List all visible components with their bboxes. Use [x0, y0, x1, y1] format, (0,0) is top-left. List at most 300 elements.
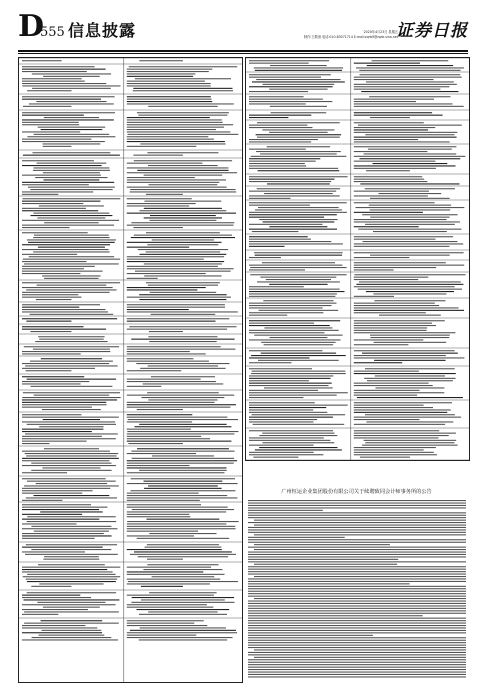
text-line — [33, 152, 111, 153]
text-line — [354, 86, 450, 87]
text-line — [22, 538, 95, 539]
text-line — [137, 112, 229, 113]
text-line — [29, 103, 114, 104]
text-line — [148, 611, 217, 612]
text-line — [127, 358, 194, 359]
text-line — [363, 241, 458, 242]
text-line — [249, 224, 323, 225]
text-line — [127, 381, 216, 382]
text-line — [249, 125, 307, 126]
text-line — [22, 402, 106, 403]
text-line — [127, 289, 198, 290]
text-line — [249, 179, 335, 180]
text-line — [22, 414, 82, 415]
text-line — [25, 554, 118, 555]
text-line — [128, 443, 183, 444]
notice-text-line — [248, 669, 466, 670]
text-line — [365, 224, 455, 225]
text-line — [37, 602, 105, 603]
notice-text-line — [248, 601, 466, 602]
text-line — [127, 167, 229, 168]
text-line — [249, 440, 330, 441]
text-line — [150, 220, 217, 221]
text-line — [22, 273, 80, 274]
text-line — [127, 531, 198, 532]
text-line — [364, 440, 457, 441]
text-line — [26, 321, 71, 322]
text-line — [147, 564, 218, 565]
text-line — [354, 151, 428, 152]
text-line — [22, 182, 114, 183]
text-line — [249, 330, 339, 331]
text-line — [249, 101, 332, 102]
text-line — [22, 112, 115, 113]
text-line — [27, 239, 116, 240]
text-line — [249, 181, 331, 182]
text-line — [147, 544, 219, 545]
text-line — [359, 281, 461, 282]
text-line — [127, 483, 238, 484]
text-line — [249, 385, 329, 386]
text-line — [28, 187, 115, 188]
text-line — [22, 443, 50, 444]
text-line — [354, 84, 457, 85]
text-line — [22, 604, 116, 605]
text-line — [354, 122, 424, 123]
notice-text-line — [248, 672, 466, 673]
text-line — [127, 101, 212, 102]
text-line — [354, 226, 419, 227]
text-line — [354, 79, 434, 80]
text-line — [249, 293, 337, 294]
text-line — [127, 69, 213, 70]
text-line — [135, 426, 232, 427]
text-line — [30, 361, 113, 362]
text-line — [145, 547, 222, 548]
text-line — [249, 405, 348, 406]
text-line — [127, 528, 236, 529]
text-line — [137, 538, 230, 539]
text-line — [249, 161, 316, 162]
text-line — [354, 390, 420, 391]
text-line — [249, 229, 337, 230]
text-line — [22, 639, 118, 640]
text-line — [127, 122, 223, 123]
text-line — [367, 65, 453, 66]
text-line — [354, 236, 453, 237]
text-line — [22, 194, 58, 195]
text-line — [127, 453, 196, 454]
text-line — [249, 380, 309, 381]
text-line — [22, 397, 120, 398]
text-line — [22, 131, 80, 132]
text-line — [249, 217, 324, 218]
notice-text-line — [248, 640, 466, 641]
text-line — [354, 262, 446, 263]
text-line — [22, 208, 86, 209]
text-line — [249, 412, 327, 413]
text-line — [354, 112, 432, 113]
text-line — [22, 514, 82, 515]
text-line — [127, 429, 191, 430]
text-line — [41, 358, 102, 359]
text-line — [22, 227, 70, 228]
text-line — [22, 490, 93, 491]
text-line — [267, 183, 330, 184]
text-line — [129, 66, 238, 67]
text-line — [127, 623, 195, 624]
text-line — [262, 129, 334, 130]
text-line — [354, 419, 420, 420]
text-line — [25, 365, 117, 366]
text-line — [249, 149, 306, 150]
text-line — [254, 335, 342, 336]
notice-text-line — [248, 556, 466, 557]
text-line — [36, 101, 106, 102]
text-line — [147, 244, 218, 245]
text-line — [376, 387, 445, 388]
text-line — [127, 516, 191, 517]
text-line — [22, 571, 113, 572]
text-line — [132, 597, 234, 598]
text-line — [354, 212, 423, 213]
text-line — [379, 315, 441, 316]
text-line — [257, 188, 340, 189]
notice-text-line — [248, 642, 466, 643]
text-line — [41, 129, 103, 130]
text-line — [128, 134, 239, 135]
text-line — [354, 327, 427, 328]
text-line — [22, 225, 114, 226]
text-line — [22, 441, 87, 442]
notice-text-line — [248, 542, 466, 543]
text-line — [127, 96, 211, 97]
text-line — [147, 152, 218, 153]
text-line — [249, 168, 338, 169]
text-line — [22, 458, 119, 459]
notice-text-line — [248, 537, 345, 538]
text-line — [22, 115, 84, 116]
text-line — [251, 373, 346, 374]
text-line — [134, 160, 232, 161]
notice-text-line — [248, 552, 466, 553]
text-line — [258, 170, 340, 171]
text-line — [131, 222, 234, 223]
notice-text-line — [248, 532, 466, 533]
text-line — [127, 318, 230, 319]
text-line — [22, 122, 79, 123]
notice-text-line — [248, 547, 466, 548]
text-line — [22, 465, 116, 466]
notice-text-line — [248, 652, 466, 653]
text-line — [360, 457, 410, 458]
text-line — [143, 383, 224, 384]
text-line — [22, 71, 87, 72]
text-line — [22, 493, 82, 494]
text-line — [269, 226, 327, 227]
text-line — [354, 239, 436, 240]
text-line — [127, 571, 204, 572]
text-line — [38, 127, 106, 128]
text-line — [127, 417, 228, 418]
text-line — [38, 336, 104, 337]
text-line — [249, 212, 347, 213]
text-line — [354, 129, 428, 130]
text-line — [127, 604, 207, 605]
text-line — [22, 160, 94, 161]
text-line — [249, 390, 318, 391]
text-line — [366, 291, 454, 292]
text-line — [127, 463, 234, 464]
text-line — [27, 136, 115, 137]
text-line — [354, 323, 432, 324]
text-line — [33, 251, 109, 252]
text-line — [130, 554, 236, 555]
text-line — [249, 265, 342, 266]
text-line — [141, 599, 225, 600]
text-line — [148, 485, 218, 486]
text-line — [22, 363, 109, 364]
left-disclosure-table — [18, 57, 243, 683]
text-line — [354, 257, 410, 258]
notice-text-line — [254, 598, 466, 599]
text-line — [257, 122, 340, 123]
text-line — [23, 392, 120, 393]
text-line — [249, 198, 291, 199]
text-line — [27, 481, 116, 482]
notice-text-line — [248, 527, 466, 528]
text-line — [356, 207, 465, 208]
text-line — [354, 265, 464, 266]
text-line — [249, 257, 281, 258]
text-line — [26, 579, 117, 580]
text-line — [139, 294, 227, 295]
text-line — [22, 292, 110, 293]
text-line — [354, 362, 402, 363]
text-line — [147, 519, 220, 520]
text-line — [31, 526, 111, 527]
text-line — [22, 353, 81, 354]
text-line — [127, 304, 225, 305]
text-line — [249, 236, 308, 237]
notice-text-line — [248, 647, 466, 648]
text-line — [22, 78, 82, 79]
text-line — [249, 289, 340, 290]
text-line — [29, 256, 115, 257]
text-line — [354, 274, 465, 275]
text-line — [22, 597, 91, 598]
notice-text-line — [248, 637, 466, 638]
text-line — [149, 341, 217, 342]
notice-title: 广州恒运企业集团股份有限公司关于续聘致同会计师事务所的公告 — [281, 489, 432, 495]
notice-text-line — [248, 500, 466, 501]
text-line — [141, 586, 183, 587]
notice-text-line — [248, 503, 466, 504]
text-line — [24, 623, 119, 624]
text-line — [360, 158, 461, 159]
text-line — [28, 242, 115, 243]
text-line — [249, 195, 340, 196]
text-line — [354, 433, 456, 434]
text-line — [362, 353, 458, 354]
text-line — [127, 307, 225, 308]
text-line — [148, 106, 218, 107]
text-line — [127, 353, 206, 354]
text-line — [139, 299, 226, 300]
text-line — [22, 509, 99, 510]
text-line — [22, 297, 81, 298]
notice-text-line — [254, 520, 466, 521]
notice-text-line — [248, 539, 466, 540]
text-line — [22, 351, 110, 352]
text-line — [360, 74, 461, 75]
text-line — [249, 176, 348, 177]
text-line — [127, 81, 205, 82]
text-line — [249, 454, 323, 455]
text-line — [34, 167, 110, 168]
text-line — [354, 103, 453, 104]
notice-text-line — [248, 505, 466, 506]
text-line — [249, 296, 335, 297]
text-line — [22, 268, 84, 269]
text-line — [138, 115, 227, 116]
text-line — [22, 431, 92, 432]
text-line — [22, 632, 102, 633]
text-line — [370, 198, 450, 199]
text-line — [249, 286, 304, 287]
text-line — [267, 146, 330, 147]
text-line — [22, 329, 106, 330]
text-line — [354, 286, 455, 287]
notice-text-line — [254, 564, 397, 565]
text-line — [374, 342, 447, 343]
text-line — [148, 399, 217, 400]
text-line — [135, 271, 231, 272]
text-line — [36, 299, 72, 300]
text-line — [34, 531, 109, 532]
text-line — [149, 592, 217, 593]
text-line — [373, 231, 447, 232]
text-line — [24, 485, 119, 486]
text-line — [354, 179, 424, 180]
text-line — [354, 269, 394, 270]
text-line — [249, 115, 311, 116]
text-line — [22, 119, 114, 120]
section-title: 信息披露 — [68, 21, 137, 40]
text-line — [27, 379, 117, 380]
text-line — [30, 314, 114, 315]
text-line — [249, 141, 311, 142]
text-line — [370, 335, 450, 336]
text-line — [127, 117, 210, 118]
text-line — [249, 392, 348, 393]
text-line — [369, 96, 450, 97]
text-line — [22, 287, 113, 288]
text-line — [253, 457, 298, 458]
text-line — [22, 326, 84, 327]
text-line — [262, 262, 335, 263]
text-line — [369, 205, 451, 206]
text-line — [27, 581, 116, 582]
text-line — [354, 219, 447, 220]
text-line — [354, 405, 424, 406]
text-line — [379, 193, 442, 194]
text-line — [22, 266, 95, 267]
text-line — [22, 66, 95, 67]
text-line — [354, 106, 464, 107]
text-line — [22, 141, 105, 142]
text-line — [22, 547, 103, 548]
text-line — [22, 220, 119, 221]
text-line — [127, 507, 228, 508]
text-line — [127, 526, 235, 527]
text-line — [127, 187, 227, 188]
text-line — [22, 191, 93, 192]
text-line — [22, 381, 89, 382]
text-line — [22, 535, 112, 536]
text-line — [354, 355, 446, 356]
text-line — [255, 449, 342, 450]
text-line — [22, 203, 83, 204]
text-line — [44, 222, 98, 223]
text-line — [37, 285, 107, 286]
notice-text-line — [248, 613, 466, 614]
text-line — [249, 96, 304, 97]
text-line — [135, 78, 231, 79]
text-line — [263, 300, 333, 301]
text-line — [129, 326, 236, 327]
text-line — [22, 201, 100, 202]
text-line — [127, 278, 158, 279]
text-line — [22, 249, 109, 250]
text-line — [354, 252, 464, 253]
text-line — [127, 635, 197, 636]
text-line — [127, 607, 214, 608]
text-line — [143, 569, 222, 570]
text-line — [249, 419, 317, 420]
text-line — [22, 472, 67, 473]
text-line — [22, 261, 87, 262]
notice-text-line — [254, 549, 466, 550]
notice-text-line — [248, 515, 466, 516]
text-line — [139, 470, 227, 471]
contact-line: 制作:王敬涛 电话:010-63071714 E-mail:zqrb9@zqrb.sina.net — [303, 34, 398, 39]
text-line — [354, 357, 465, 358]
text-line — [44, 448, 99, 449]
text-line — [127, 73, 196, 74]
text-line — [127, 379, 201, 380]
text-line — [44, 278, 99, 279]
text-line — [373, 163, 448, 164]
text-line — [256, 151, 341, 152]
text-line — [127, 182, 220, 183]
text-line — [34, 395, 110, 396]
text-line — [356, 284, 463, 285]
text-line — [22, 294, 78, 295]
text-line — [151, 376, 215, 377]
notice-text-line — [248, 608, 466, 609]
text-line — [249, 378, 331, 379]
text-line — [249, 437, 324, 438]
text-line — [22, 376, 84, 377]
text-line — [22, 244, 110, 245]
text-line — [127, 632, 237, 633]
text-line — [27, 521, 116, 522]
text-line — [366, 81, 454, 82]
right-table-grid — [246, 58, 469, 460]
text-line — [131, 237, 235, 238]
text-line — [139, 60, 183, 61]
